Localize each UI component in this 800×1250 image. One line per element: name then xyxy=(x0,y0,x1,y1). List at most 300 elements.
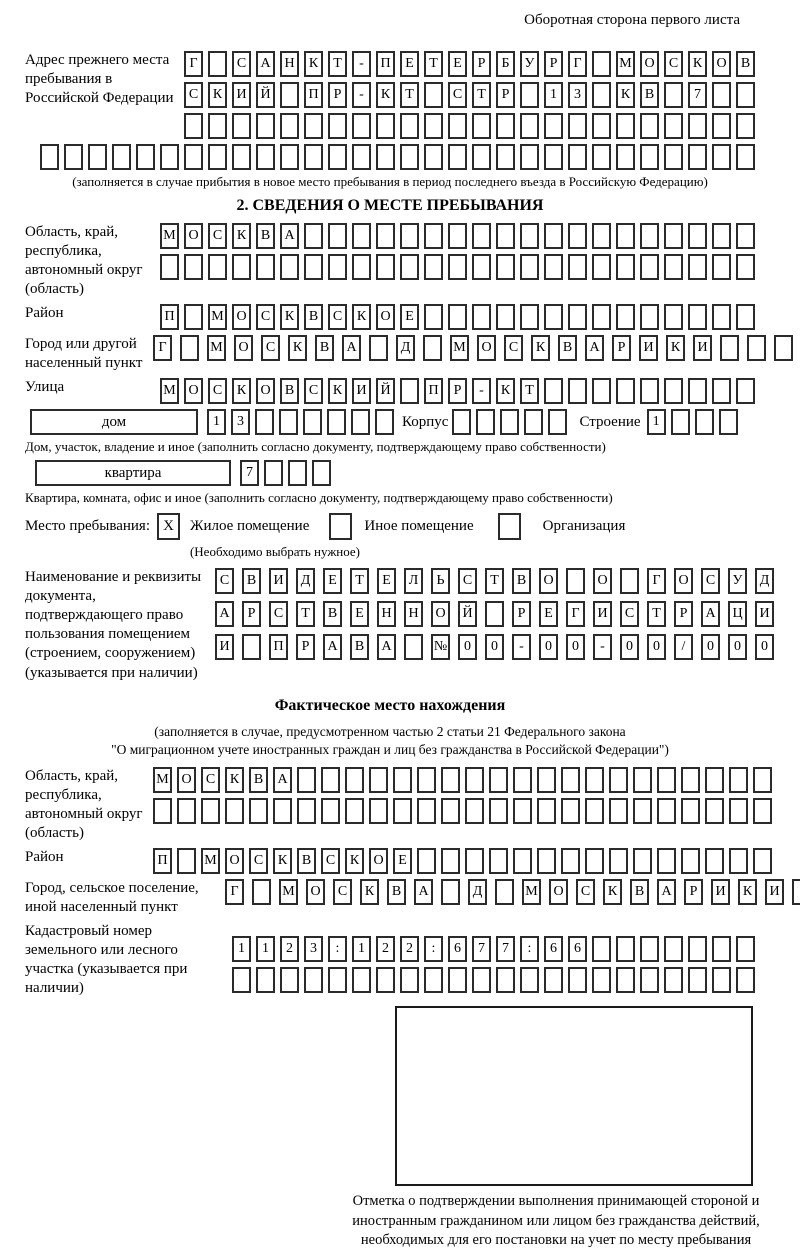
char-cell[interactable] xyxy=(424,967,443,993)
char-cell[interactable]: Е xyxy=(350,601,369,627)
char-cell[interactable]: И xyxy=(711,879,730,905)
stay-type-other-checkbox[interactable] xyxy=(329,513,352,540)
char-cell[interactable]: Е xyxy=(539,601,558,627)
char-cell[interactable] xyxy=(160,254,179,280)
char-cell[interactable] xyxy=(688,113,707,139)
char-cell[interactable] xyxy=(688,254,707,280)
char-cell[interactable]: В xyxy=(512,568,531,594)
char-cell[interactable]: А xyxy=(215,601,234,627)
char-cell[interactable] xyxy=(256,967,275,993)
char-cell[interactable] xyxy=(352,113,371,139)
char-cell[interactable]: П xyxy=(304,82,323,108)
char-cell[interactable] xyxy=(208,51,227,77)
char-cell[interactable]: Н xyxy=(404,601,423,627)
char-cell[interactable] xyxy=(393,767,412,793)
char-cell[interactable] xyxy=(712,113,731,139)
char-cell[interactable] xyxy=(657,798,676,824)
char-cell[interactable]: У xyxy=(520,51,539,77)
char-cell[interactable]: - xyxy=(352,51,371,77)
char-cell[interactable]: 0 xyxy=(728,634,747,660)
char-cell[interactable]: Т xyxy=(520,378,539,404)
char-cell[interactable] xyxy=(304,223,323,249)
char-cell[interactable] xyxy=(712,144,731,170)
char-cell[interactable]: 2 xyxy=(400,936,419,962)
char-cell[interactable]: С xyxy=(215,568,234,594)
char-cell[interactable] xyxy=(352,967,371,993)
stay-type-organization-checkbox[interactable] xyxy=(498,513,521,540)
char-cell[interactable]: В xyxy=(256,223,275,249)
char-cell[interactable]: Р xyxy=(512,601,531,627)
char-cell[interactable] xyxy=(496,223,515,249)
char-cell[interactable]: О xyxy=(234,335,253,361)
char-cell[interactable]: Р xyxy=(674,601,693,627)
char-cell[interactable]: С xyxy=(448,82,467,108)
char-cell[interactable] xyxy=(376,254,395,280)
char-cell[interactable]: № xyxy=(431,634,450,660)
char-cell[interactable] xyxy=(616,378,635,404)
char-cell[interactable] xyxy=(736,82,755,108)
char-cell[interactable]: И xyxy=(639,335,658,361)
char-cell[interactable] xyxy=(441,879,460,905)
char-cell[interactable]: М xyxy=(160,378,179,404)
char-cell[interactable] xyxy=(472,223,491,249)
char-cell[interactable] xyxy=(616,144,635,170)
char-cell[interactable]: К xyxy=(688,51,707,77)
char-cell[interactable] xyxy=(592,113,611,139)
char-cell[interactable] xyxy=(688,967,707,993)
char-cell[interactable] xyxy=(452,409,471,435)
char-cell[interactable]: О xyxy=(431,601,450,627)
char-cell[interactable] xyxy=(304,254,323,280)
char-cell[interactable] xyxy=(671,409,690,435)
char-cell[interactable]: Й xyxy=(256,82,275,108)
char-cell[interactable]: Т xyxy=(647,601,666,627)
char-cell[interactable]: С xyxy=(504,335,523,361)
char-cell[interactable]: Т xyxy=(328,51,347,77)
char-cell[interactable]: В xyxy=(323,601,342,627)
char-cell[interactable]: : xyxy=(424,936,443,962)
char-cell[interactable] xyxy=(688,144,707,170)
char-cell[interactable] xyxy=(465,848,484,874)
char-cell[interactable] xyxy=(736,113,755,139)
char-cell[interactable]: А xyxy=(323,634,342,660)
char-cell[interactable] xyxy=(88,144,107,170)
char-cell[interactable] xyxy=(664,144,683,170)
char-cell[interactable]: В xyxy=(315,335,334,361)
char-cell[interactable] xyxy=(712,223,731,249)
char-cell[interactable] xyxy=(328,223,347,249)
char-cell[interactable]: - xyxy=(352,82,371,108)
char-cell[interactable]: Г xyxy=(184,51,203,77)
char-cell[interactable] xyxy=(485,601,504,627)
char-cell[interactable] xyxy=(609,767,628,793)
char-cell[interactable]: К xyxy=(232,223,251,249)
char-cell[interactable] xyxy=(592,967,611,993)
char-cell[interactable]: К xyxy=(304,51,323,77)
char-cell[interactable]: А xyxy=(701,601,720,627)
char-cell[interactable]: Е xyxy=(400,304,419,330)
char-cell[interactable]: 0 xyxy=(647,634,666,660)
char-cell[interactable] xyxy=(548,409,567,435)
char-cell[interactable] xyxy=(520,223,539,249)
char-cell[interactable] xyxy=(620,568,639,594)
char-cell[interactable]: К xyxy=(352,304,371,330)
char-cell[interactable]: А xyxy=(256,51,275,77)
char-cell[interactable] xyxy=(376,967,395,993)
char-cell[interactable]: Р xyxy=(328,82,347,108)
char-cell[interactable]: М xyxy=(279,879,298,905)
char-cell[interactable] xyxy=(736,144,755,170)
char-cell[interactable]: / xyxy=(674,634,693,660)
char-cell[interactable]: 1 xyxy=(352,936,371,962)
char-cell[interactable] xyxy=(404,634,423,660)
char-cell[interactable] xyxy=(568,378,587,404)
char-cell[interactable]: : xyxy=(328,936,347,962)
char-cell[interactable] xyxy=(520,254,539,280)
char-cell[interactable] xyxy=(640,144,659,170)
char-cell[interactable] xyxy=(561,767,580,793)
char-cell[interactable]: А xyxy=(657,879,676,905)
char-cell[interactable]: Ц xyxy=(728,601,747,627)
char-cell[interactable] xyxy=(496,254,515,280)
char-cell[interactable] xyxy=(566,568,585,594)
char-cell[interactable]: О xyxy=(306,879,325,905)
char-cell[interactable] xyxy=(232,113,251,139)
char-cell[interactable]: 6 xyxy=(448,936,467,962)
char-cell[interactable] xyxy=(609,798,628,824)
char-cell[interactable]: К xyxy=(616,82,635,108)
char-cell[interactable] xyxy=(424,113,443,139)
char-cell[interactable] xyxy=(568,144,587,170)
char-cell[interactable] xyxy=(297,798,316,824)
char-cell[interactable]: К xyxy=(328,378,347,404)
char-cell[interactable] xyxy=(400,144,419,170)
char-cell[interactable]: О xyxy=(477,335,496,361)
char-cell[interactable]: 3 xyxy=(304,936,323,962)
char-cell[interactable]: В xyxy=(297,848,316,874)
char-cell[interactable]: С xyxy=(261,335,280,361)
char-cell[interactable]: Г xyxy=(153,335,172,361)
char-cell[interactable] xyxy=(705,848,724,874)
char-cell[interactable]: И xyxy=(755,601,774,627)
char-cell[interactable] xyxy=(774,335,793,361)
char-cell[interactable] xyxy=(393,798,412,824)
char-cell[interactable] xyxy=(424,82,443,108)
char-cell[interactable]: Д xyxy=(396,335,415,361)
char-cell[interactable] xyxy=(633,848,652,874)
char-cell[interactable] xyxy=(537,767,556,793)
char-cell[interactable]: М xyxy=(207,335,226,361)
char-cell[interactable]: И xyxy=(269,568,288,594)
char-cell[interactable] xyxy=(184,144,203,170)
char-cell[interactable]: К xyxy=(531,335,550,361)
char-cell[interactable]: 0 xyxy=(755,634,774,660)
char-cell[interactable] xyxy=(524,409,543,435)
char-cell[interactable] xyxy=(249,798,268,824)
char-cell[interactable] xyxy=(681,798,700,824)
char-cell[interactable] xyxy=(616,936,635,962)
char-cell[interactable] xyxy=(640,223,659,249)
char-cell[interactable] xyxy=(472,254,491,280)
char-cell[interactable]: А xyxy=(585,335,604,361)
char-cell[interactable] xyxy=(640,254,659,280)
char-cell[interactable] xyxy=(441,848,460,874)
char-cell[interactable] xyxy=(609,848,628,874)
char-cell[interactable] xyxy=(520,82,539,108)
char-cell[interactable] xyxy=(640,967,659,993)
char-cell[interactable] xyxy=(495,879,514,905)
char-cell[interactable]: С xyxy=(249,848,268,874)
char-cell[interactable] xyxy=(321,767,340,793)
char-cell[interactable] xyxy=(423,335,442,361)
char-cell[interactable] xyxy=(736,304,755,330)
char-cell[interactable]: 7 xyxy=(688,82,707,108)
char-cell[interactable]: 1 xyxy=(256,936,275,962)
char-cell[interactable] xyxy=(352,223,371,249)
char-cell[interactable] xyxy=(712,936,731,962)
char-cell[interactable] xyxy=(664,936,683,962)
char-cell[interactable] xyxy=(544,378,563,404)
char-cell[interactable] xyxy=(592,223,611,249)
char-cell[interactable]: 2 xyxy=(376,936,395,962)
char-cell[interactable]: К xyxy=(345,848,364,874)
char-cell[interactable] xyxy=(441,798,460,824)
char-cell[interactable] xyxy=(712,378,731,404)
char-cell[interactable] xyxy=(688,223,707,249)
char-cell[interactable] xyxy=(657,848,676,874)
char-cell[interactable]: П xyxy=(153,848,172,874)
char-cell[interactable] xyxy=(753,798,772,824)
char-cell[interactable] xyxy=(592,254,611,280)
char-cell[interactable]: П xyxy=(160,304,179,330)
char-cell[interactable] xyxy=(297,767,316,793)
char-cell[interactable] xyxy=(303,409,322,435)
char-cell[interactable] xyxy=(400,254,419,280)
char-cell[interactable] xyxy=(448,304,467,330)
char-cell[interactable]: С xyxy=(333,879,352,905)
char-cell[interactable] xyxy=(537,798,556,824)
char-cell[interactable]: О xyxy=(549,879,568,905)
char-cell[interactable]: 7 xyxy=(472,936,491,962)
char-cell[interactable]: 1 xyxy=(207,409,226,435)
char-cell[interactable] xyxy=(520,144,539,170)
char-cell[interactable] xyxy=(753,767,772,793)
char-cell[interactable]: О xyxy=(256,378,275,404)
char-cell[interactable] xyxy=(424,304,443,330)
char-cell[interactable]: В xyxy=(640,82,659,108)
char-cell[interactable] xyxy=(201,798,220,824)
char-cell[interactable]: С xyxy=(201,767,220,793)
char-cell[interactable]: К xyxy=(225,767,244,793)
char-cell[interactable] xyxy=(729,848,748,874)
char-cell[interactable] xyxy=(520,113,539,139)
char-cell[interactable]: 6 xyxy=(544,936,563,962)
char-cell[interactable] xyxy=(160,144,179,170)
char-cell[interactable]: 0 xyxy=(620,634,639,660)
char-cell[interactable] xyxy=(489,798,508,824)
char-cell[interactable]: С xyxy=(620,601,639,627)
char-cell[interactable] xyxy=(688,304,707,330)
char-cell[interactable] xyxy=(664,304,683,330)
char-cell[interactable] xyxy=(712,82,731,108)
char-cell[interactable] xyxy=(345,767,364,793)
char-cell[interactable] xyxy=(424,144,443,170)
char-cell[interactable]: Й xyxy=(376,378,395,404)
char-cell[interactable]: - xyxy=(472,378,491,404)
char-cell[interactable] xyxy=(496,113,515,139)
char-cell[interactable] xyxy=(489,767,508,793)
char-cell[interactable]: И xyxy=(693,335,712,361)
char-cell[interactable] xyxy=(520,967,539,993)
char-cell[interactable] xyxy=(280,82,299,108)
char-cell[interactable] xyxy=(280,254,299,280)
char-cell[interactable] xyxy=(561,848,580,874)
char-cell[interactable] xyxy=(465,767,484,793)
char-cell[interactable] xyxy=(633,798,652,824)
char-cell[interactable]: И xyxy=(593,601,612,627)
char-cell[interactable] xyxy=(496,144,515,170)
char-cell[interactable]: О xyxy=(232,304,251,330)
char-cell[interactable] xyxy=(264,460,283,486)
char-cell[interactable]: П xyxy=(424,378,443,404)
char-cell[interactable] xyxy=(448,223,467,249)
char-cell[interactable] xyxy=(242,634,261,660)
char-cell[interactable] xyxy=(304,144,323,170)
char-cell[interactable] xyxy=(304,967,323,993)
char-cell[interactable]: Р xyxy=(242,601,261,627)
char-cell[interactable]: Т xyxy=(350,568,369,594)
char-cell[interactable] xyxy=(657,767,676,793)
char-cell[interactable] xyxy=(328,113,347,139)
char-cell[interactable]: Т xyxy=(472,82,491,108)
char-cell[interactable] xyxy=(664,82,683,108)
char-cell[interactable]: 2 xyxy=(280,936,299,962)
char-cell[interactable] xyxy=(441,767,460,793)
char-cell[interactable] xyxy=(712,304,731,330)
char-cell[interactable]: 1 xyxy=(647,409,666,435)
char-cell[interactable] xyxy=(640,378,659,404)
char-cell[interactable] xyxy=(327,409,346,435)
char-cell[interactable] xyxy=(472,967,491,993)
char-cell[interactable]: Г xyxy=(647,568,666,594)
char-cell[interactable]: Д xyxy=(468,879,487,905)
char-cell[interactable] xyxy=(424,223,443,249)
char-cell[interactable]: М xyxy=(522,879,541,905)
char-cell[interactable] xyxy=(537,848,556,874)
char-cell[interactable]: К xyxy=(288,335,307,361)
char-cell[interactable]: Р xyxy=(684,879,703,905)
char-cell[interactable] xyxy=(400,967,419,993)
char-cell[interactable] xyxy=(513,798,532,824)
char-cell[interactable]: В xyxy=(630,879,649,905)
char-cell[interactable]: А xyxy=(414,879,433,905)
char-cell[interactable]: Т xyxy=(296,601,315,627)
char-cell[interactable] xyxy=(448,144,467,170)
char-cell[interactable]: М xyxy=(208,304,227,330)
char-cell[interactable]: 7 xyxy=(240,460,259,486)
char-cell[interactable] xyxy=(616,967,635,993)
char-cell[interactable] xyxy=(664,378,683,404)
char-cell[interactable] xyxy=(252,879,271,905)
char-cell[interactable] xyxy=(592,51,611,77)
char-cell[interactable]: В xyxy=(736,51,755,77)
char-cell[interactable] xyxy=(351,409,370,435)
char-cell[interactable] xyxy=(640,304,659,330)
char-cell[interactable] xyxy=(180,335,199,361)
char-cell[interactable]: М xyxy=(450,335,469,361)
char-cell[interactable] xyxy=(568,304,587,330)
char-cell[interactable]: С xyxy=(701,568,720,594)
char-cell[interactable] xyxy=(585,767,604,793)
char-cell[interactable]: Й xyxy=(458,601,477,627)
char-cell[interactable] xyxy=(417,767,436,793)
char-cell[interactable]: К xyxy=(666,335,685,361)
char-cell[interactable] xyxy=(736,254,755,280)
char-cell[interactable]: С xyxy=(304,378,323,404)
char-cell[interactable]: О xyxy=(593,568,612,594)
char-cell[interactable]: И xyxy=(215,634,234,660)
char-cell[interactable]: А xyxy=(273,767,292,793)
char-cell[interactable]: Г xyxy=(566,601,585,627)
char-cell[interactable]: 3 xyxy=(231,409,250,435)
char-cell[interactable]: К xyxy=(360,879,379,905)
char-cell[interactable]: С xyxy=(321,848,340,874)
char-cell[interactable]: Д xyxy=(296,568,315,594)
char-cell[interactable] xyxy=(288,460,307,486)
char-cell[interactable] xyxy=(448,254,467,280)
char-cell[interactable]: К xyxy=(208,82,227,108)
char-cell[interactable]: В xyxy=(387,879,406,905)
char-cell[interactable] xyxy=(729,798,748,824)
char-cell[interactable] xyxy=(688,378,707,404)
char-cell[interactable] xyxy=(369,798,388,824)
char-cell[interactable] xyxy=(472,113,491,139)
char-cell[interactable]: 0 xyxy=(485,634,504,660)
char-cell[interactable]: Р xyxy=(448,378,467,404)
char-cell[interactable]: : xyxy=(520,936,539,962)
char-cell[interactable] xyxy=(616,113,635,139)
char-cell[interactable]: П xyxy=(269,634,288,660)
char-cell[interactable] xyxy=(256,113,275,139)
char-cell[interactable] xyxy=(465,798,484,824)
char-cell[interactable]: М xyxy=(160,223,179,249)
char-cell[interactable]: А xyxy=(377,634,396,660)
char-cell[interactable] xyxy=(280,144,299,170)
char-cell[interactable] xyxy=(736,967,755,993)
char-cell[interactable]: Р xyxy=(496,82,515,108)
char-cell[interactable] xyxy=(417,798,436,824)
char-cell[interactable]: - xyxy=(512,634,531,660)
char-cell[interactable] xyxy=(544,223,563,249)
char-cell[interactable]: Н xyxy=(280,51,299,77)
char-cell[interactable] xyxy=(255,409,274,435)
char-cell[interactable]: 1 xyxy=(544,82,563,108)
char-cell[interactable] xyxy=(232,967,251,993)
char-cell[interactable] xyxy=(720,335,739,361)
char-cell[interactable] xyxy=(585,848,604,874)
char-cell[interactable]: Р xyxy=(296,634,315,660)
char-cell[interactable] xyxy=(328,254,347,280)
char-cell[interactable] xyxy=(500,409,519,435)
char-cell[interactable] xyxy=(496,967,515,993)
char-cell[interactable]: К xyxy=(232,378,251,404)
char-cell[interactable] xyxy=(753,848,772,874)
char-cell[interactable]: Г xyxy=(225,879,244,905)
char-cell[interactable]: Р xyxy=(612,335,631,361)
char-cell[interactable]: 6 xyxy=(568,936,587,962)
char-cell[interactable]: Д xyxy=(755,568,774,594)
char-cell[interactable] xyxy=(561,798,580,824)
